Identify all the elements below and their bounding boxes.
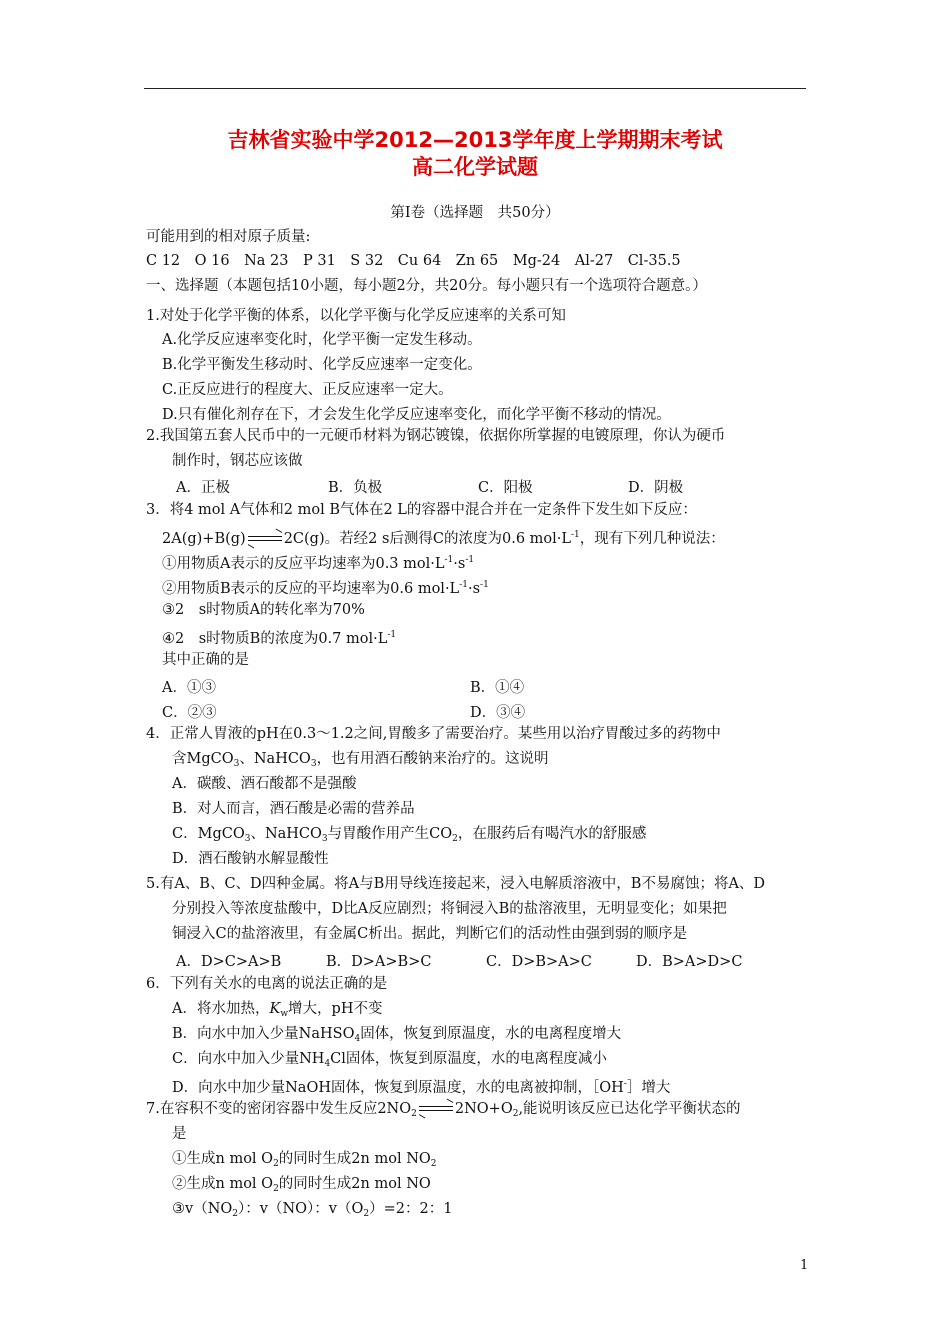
q2-option-b: B．负极: [328, 480, 383, 496]
q3-eq-left: 2A(g)+B(g): [162, 531, 246, 547]
q5-option-c: C．D>B>A>C: [486, 954, 592, 970]
q3-statement-1: ①用物质A表示的反应平均速率为0.3 $mol\cdot L^{-1}\cdot s^{-1}$: [162, 555, 475, 572]
q5-option-b: B．D>A>B>C: [326, 954, 432, 970]
atomic-mass-label: 可能用到的相对原子质量:: [146, 229, 311, 245]
q3-statement-3: ③2 s时物质A的转化率为70%: [162, 602, 365, 618]
q2-stem-line1: 2.我国第五套人民币中的一元硬币材料为钢芯镀镍，依据你所掌握的电镀原理，你认为硬币: [146, 428, 726, 444]
q2-option-d: D．阴极: [628, 480, 684, 496]
q4-stem-line1: 4．正常人胃液的pH在0.3～1.2之间,胃酸多了需要治疗。某些用以治疗胃酸过多的药物中: [146, 726, 721, 742]
section-heading: 第Ⅰ卷（选择题 共50分）: [390, 205, 560, 221]
equilibrium-arrow-icon: [248, 534, 282, 544]
q3-equation: [162, 526, 725, 548]
q5-option-d: D．B>A>D>C: [636, 954, 743, 970]
q7-statement-1: ①生成n mol $O_2$的同时生成2n mol $NO_2$: [172, 1151, 437, 1169]
q1-option-b: B.化学平衡发生移动时、化学反应速率一定变化。: [162, 357, 482, 373]
q6-stem: 6．下列有关水的电离的说法正确的是: [146, 976, 388, 992]
q7-stem-line1: 7.在容积不变的密闭容器中发生反应$2NO_2$ $2NO+O_2$,能说明该反应已达化学平衡状态的: [146, 1100, 741, 1123]
q1-option-c: C.正反应进行的程度大、正反应速率一定大。: [162, 382, 453, 398]
exam-title: 吉林省实验中学2012—2013学年度上学期期末考试: [227, 128, 723, 152]
q5-stem-line2: 分别投入等浓度盐酸中，D比A反应剧烈；将铜浸入B的盐溶液里，无明显变化；如果把: [172, 901, 727, 917]
q1-option-d: D.只有催化剂存在下，才会发生化学反应速率变化，而化学平衡不移动的情况。: [162, 407, 671, 423]
q4-option-b: B．对人而言，酒石酸是必需的营养品: [172, 801, 415, 817]
part1-intro: 一、选择题（本题包括10小题，每小题2分，共20分。每小题只有一个选项符合题意。）: [146, 278, 707, 294]
q3-exp: -1: [571, 530, 580, 540]
q6-option-c: C．向水中加入少量$NH_4Cl$固体，恢复到原温度，水的电离程度减小: [172, 1051, 607, 1069]
q3-option-b: B．①④: [470, 680, 525, 696]
q3-statement-2: ②用物质B表示的反应的平均速率为0.6 $mol\cdot L^{-1}\cdot s^{-1}$: [162, 580, 489, 597]
q7-statement-2: ②生成n mol $O_2$的同时生成2n mol NO: [172, 1176, 431, 1194]
q4-option-a: A．碳酸、酒石酸都不是强酸: [172, 776, 357, 792]
q3-option-d: D．③④: [470, 705, 526, 721]
q3-option-a: A．①③: [162, 680, 216, 696]
q3-ask: 其中正确的是: [162, 652, 249, 668]
q1-stem: 1.对处于化学平衡的体系，以化学平衡与化学反应速率的关系可知: [146, 308, 566, 324]
equilibrium-arrow-icon: [419, 1104, 453, 1114]
q3-eq-tail: ，现有下列几种说法：: [579, 531, 725, 547]
q4-option-c: C．MgCO$_3$、NaHCO$_3$与胃酸作用产生$CO_2$，在服药后有喝汽水的舒服感: [172, 826, 647, 844]
page-number: 1: [800, 1258, 809, 1273]
q5-stem-line1: 5.有A、B、C、D四种金属。将A与B用导线连接起来，浸入电解质溶液中，B不易腐蚀；将A、D: [146, 876, 766, 892]
header-rule: [144, 88, 806, 89]
q4-stem-line2: 含MgCO$_3$、NaHCO$_3$，也有用酒石酸钠来治疗的。这说明: [172, 751, 549, 769]
q2-option-a: A．正极: [176, 480, 230, 496]
q5-stem-line3: 铜浸入C的盐溶液里，有金属C析出。据此，判断它们的活动性由强到弱的顺序是: [172, 926, 688, 942]
q2-stem-line2: 制作时，钢芯应该做: [172, 453, 303, 469]
q5-option-a: A．D>C>A>B: [176, 954, 282, 970]
q3-option-c: C．②③: [162, 705, 217, 721]
q3-statement-4: ④2 s时物质B的浓度为0.7 $mol\cdot L^{-1}$: [162, 630, 397, 647]
atomic-mass-list: C 12 O 16 Na 23 P 31 S 32 Cu 64 Zn 65 Mg-24 Al-27 Cl-35.5: [146, 253, 681, 269]
exam-subtitle: 高二化学试题: [412, 155, 538, 179]
q3-eq-right: 2C(g)。若经2 s后测得C的浓度为0.6 mol·L: [283, 531, 572, 547]
q6-option-a: A．将水加热，$K_w$增大，pH不变: [172, 1001, 383, 1019]
q6-option-b: B．向水中加入少量NaHSO$_4$固体，恢复到原温度，水的电离程度增大: [172, 1026, 622, 1044]
q4-option-d: D．酒石酸钠水解显酸性: [172, 851, 329, 867]
q7-statement-3: $③v(NO_2)$：v（NO）：$v(O_2)=2$：2：1: [172, 1201, 453, 1219]
q2-option-c: C．阳极: [478, 480, 533, 496]
q7-stem-line2: 是: [172, 1126, 187, 1142]
q3-stem-line1: 3．将4 mol A气体和2 mol B气体在2 L的容器中混合并在一定条件下发生如下反应：: [146, 502, 697, 518]
q6-option-d: D．向水中加少量NaOH固体，恢复到原温度，水的电离被抑制，［OH-］增大: [172, 1079, 671, 1096]
q1-option-a: A.化学反应速率变化时，化学平衡一定发生移动。: [162, 332, 482, 348]
